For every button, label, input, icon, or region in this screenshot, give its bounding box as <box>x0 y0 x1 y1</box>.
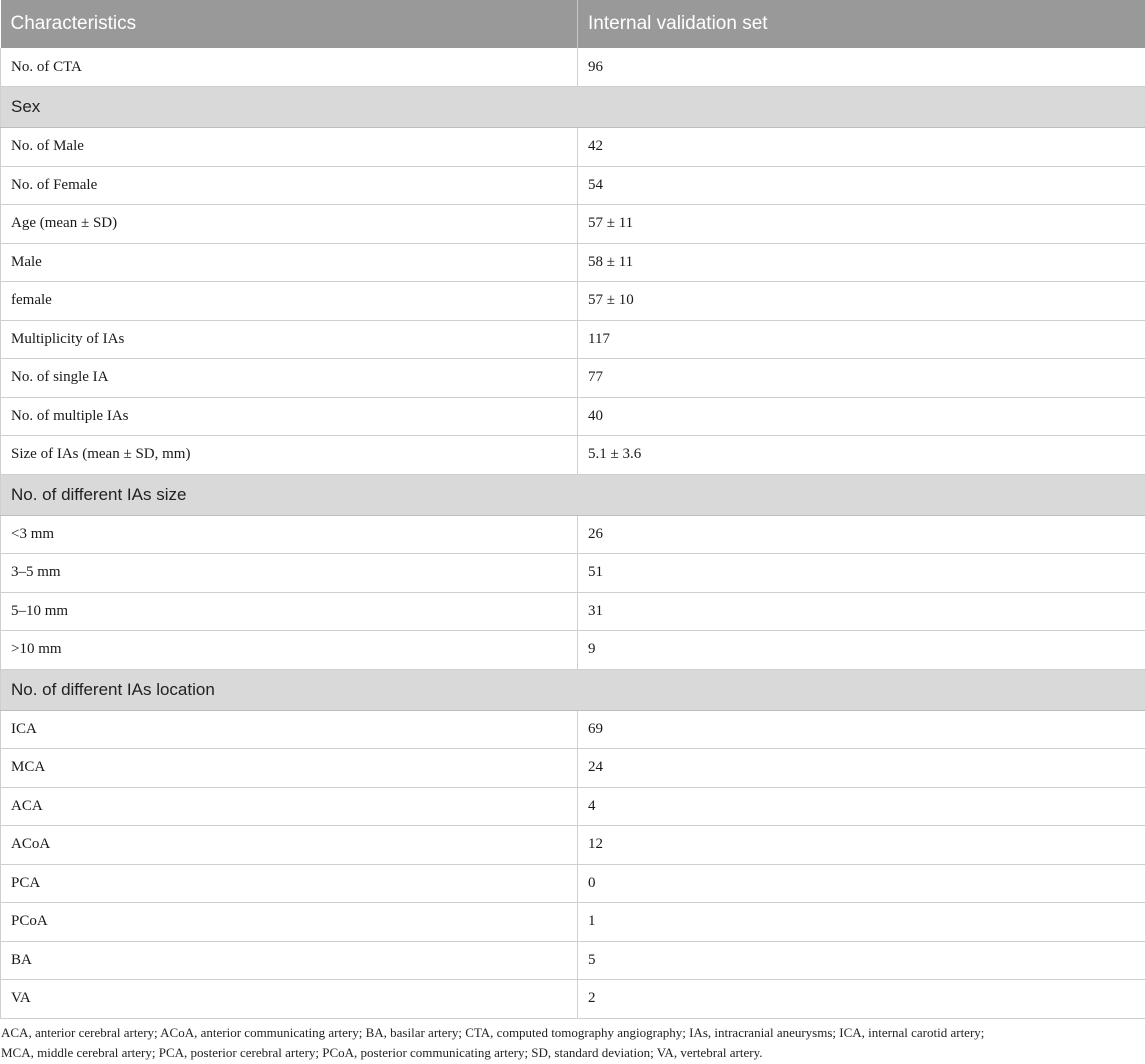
row-value: 9 <box>578 631 1145 670</box>
row-label: 5–10 mm <box>1 592 578 631</box>
row-label: MCA <box>1 749 578 788</box>
table-header <box>1 0 1145 48</box>
section-label: No. of different IAs location <box>1 669 1145 710</box>
row-value: 0 <box>578 864 1145 903</box>
table-footnote <box>0 1023 1145 1063</box>
row-value: 117 <box>578 320 1145 359</box>
row-value: 57 ± 10 <box>578 282 1145 321</box>
table-row <box>1 320 1145 359</box>
header-characteristics: Characteristics <box>1 0 578 48</box>
table-row <box>1 710 1145 749</box>
row-label: No. of multiple IAs <box>1 397 578 436</box>
row-value: 77 <box>578 359 1145 398</box>
table-row <box>1 941 1145 980</box>
header-row <box>1 0 1145 48</box>
row-value: 1 <box>578 903 1145 942</box>
section-label: No. of different IAs size <box>1 474 1145 515</box>
row-value: 4 <box>578 787 1145 826</box>
table-row <box>1 436 1145 475</box>
section-row <box>1 669 1145 710</box>
table-row <box>1 631 1145 670</box>
table-row <box>1 48 1145 87</box>
row-value: 40 <box>578 397 1145 436</box>
row-label: No. of Male <box>1 128 578 167</box>
section-label: Sex <box>1 87 1145 128</box>
table-row <box>1 592 1145 631</box>
row-label: >10 mm <box>1 631 578 670</box>
row-label: female <box>1 282 578 321</box>
table-row <box>1 359 1145 398</box>
table-row <box>1 166 1145 205</box>
row-value: 12 <box>578 826 1145 865</box>
row-value: 69 <box>578 710 1145 749</box>
row-value: 51 <box>578 554 1145 593</box>
row-label: Age (mean ± SD) <box>1 205 578 244</box>
row-value: 24 <box>578 749 1145 788</box>
row-label: No. of Female <box>1 166 578 205</box>
row-label: No. of CTA <box>1 48 578 87</box>
table-row <box>1 749 1145 788</box>
table-row <box>1 397 1145 436</box>
table-row <box>1 864 1145 903</box>
row-label: Multiplicity of IAs <box>1 320 578 359</box>
row-value: 42 <box>578 128 1145 167</box>
table-row <box>1 282 1145 321</box>
row-value: 5.1 ± 3.6 <box>578 436 1145 475</box>
row-label: Male <box>1 243 578 282</box>
row-label: 3–5 mm <box>1 554 578 593</box>
table-row <box>1 243 1145 282</box>
section-row <box>1 87 1145 128</box>
row-label: <3 mm <box>1 515 578 554</box>
row-value: 2 <box>578 980 1145 1019</box>
table-row <box>1 903 1145 942</box>
section-row <box>1 474 1145 515</box>
row-value: 54 <box>578 166 1145 205</box>
table-row <box>1 128 1145 167</box>
header-internal-validation-set: Internal validation set <box>578 0 1145 48</box>
table-row <box>1 787 1145 826</box>
row-label: VA <box>1 980 578 1019</box>
table-row <box>1 554 1145 593</box>
table-row <box>1 826 1145 865</box>
row-value: 96 <box>578 48 1145 87</box>
table-row <box>1 515 1145 554</box>
row-label: No. of single IA <box>1 359 578 398</box>
row-label: PCoA <box>1 903 578 942</box>
footnote-line: ACA, anterior cerebral artery; ACoA, anterior communicating artery; BA, basilar artery; CTA, computed tomography angiography; IAs, intracranial aneurysms; ICA, internal carotid artery; <box>1 1025 985 1040</box>
table-row <box>1 980 1145 1019</box>
row-value: 26 <box>578 515 1145 554</box>
row-label: ACoA <box>1 826 578 865</box>
row-label: ACA <box>1 787 578 826</box>
row-value: 57 ± 11 <box>578 205 1145 244</box>
row-label: PCA <box>1 864 578 903</box>
row-value: 31 <box>578 592 1145 631</box>
row-value: 58 ± 11 <box>578 243 1145 282</box>
row-label: ICA <box>1 710 578 749</box>
table-row <box>1 205 1145 244</box>
row-value: 5 <box>578 941 1145 980</box>
row-label: BA <box>1 941 578 980</box>
footnote-line: MCA, middle cerebral artery; PCA, posterior cerebral artery; PCoA, posterior communicating artery; SD, standard deviation; VA, vertebral artery. <box>1 1045 763 1060</box>
table-body <box>1 48 1145 1018</box>
row-label: Size of IAs (mean ± SD, mm) <box>1 436 578 475</box>
